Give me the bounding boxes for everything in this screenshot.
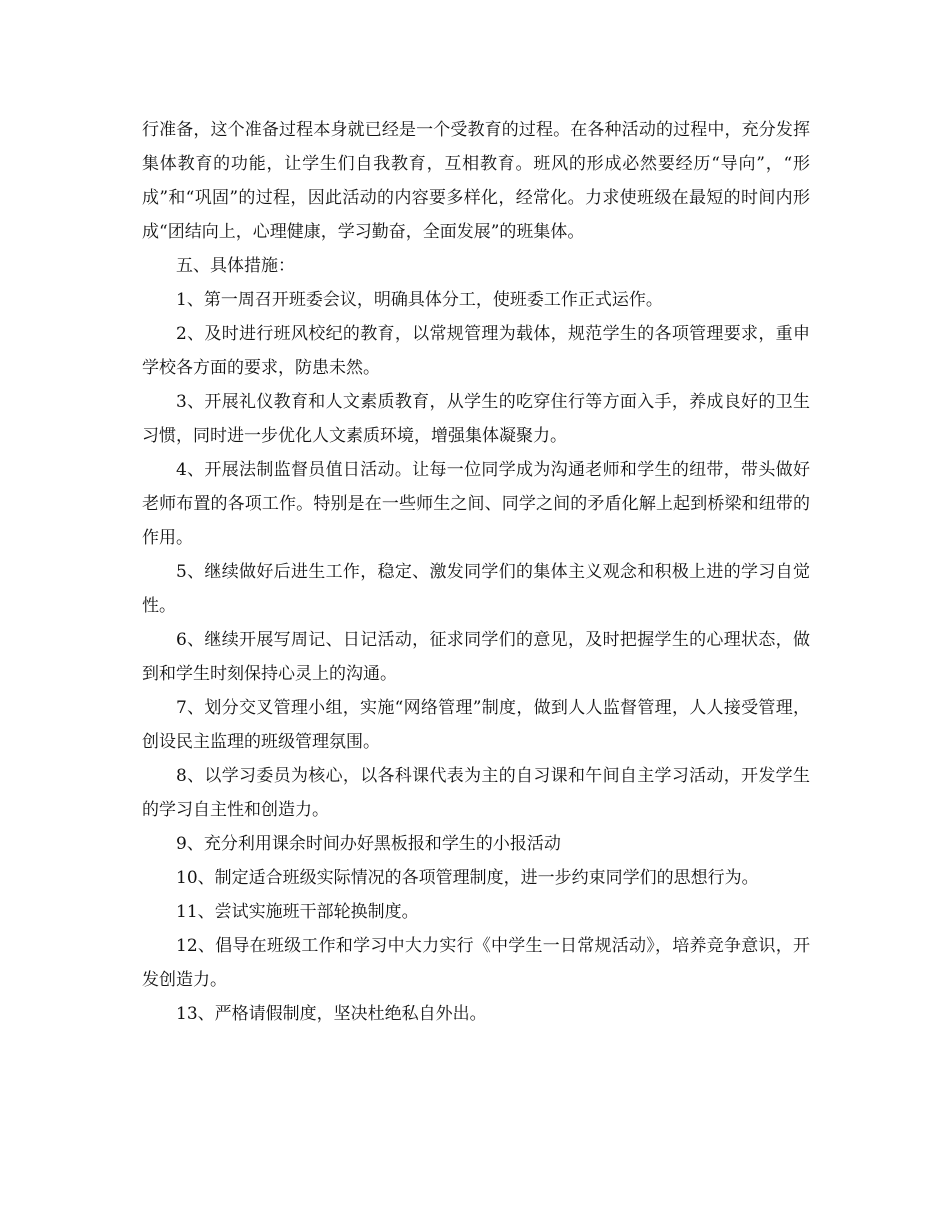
list-item-2: 2、及时进行班风校纪的教育，以常规管理为载体，规范学生的各项管理要求，重申学校各方面的要求，防患未然。 — [142, 324, 810, 378]
list-item-1: 1、第一周召开班委会议，明确具体分工，使班委工作正式运作。 — [176, 290, 663, 310]
paragraph-intro-continuation: 行准备，这个准备过程本身就已经是一个受教育的过程。在各种活动的过程中，充分发挥集体教育的功能，让学生们自我教育，互相教育。班风的形成必然要经历“导向”，“形成”和“巩固”的过程，因此活动的内容要多样化，经常化。力求使班级在最短的时间内形成“团结向上，心理健康，学习勤奋，全面发展”的班集体。 — [142, 120, 810, 242]
list-item-8: 8、以学习委员为核心，以各科课代表为主的自习课和午间自主学习活动，开发学生的学习自主性和创造力。 — [142, 766, 810, 820]
list-item-9: 9、充分利用课余时间办好黑板报和学生的小报活动 — [176, 834, 561, 854]
document-body — [142, 113, 810, 1031]
list-item-5: 5、继续做好后进生工作，稳定、激发同学们的集体主义观念和积极上进的学习自觉性。 — [142, 562, 810, 616]
list-item-4: 4、开展法制监督员值日活动。让每一位同学成为沟通老师和学生的纽带，带头做好老师布置的各项工作。特别是在一些师生之间、同学之间的矛盾化解上起到桥梁和纽带的作用。 — [142, 460, 810, 548]
list-item-3: 3、开展礼仪教育和人文素质教育，从学生的吃穿住行等方面入手，养成良好的卫生习惯，同时进一步优化人文素质环境，增强集体凝聚力。 — [142, 392, 810, 446]
list-item-12: 12、倡导在班级工作和学习中大力实行《中学生一日常规活动》，培养竞争意识，开发创造力。 — [142, 936, 810, 990]
list-item-11: 11、尝试实施班干部轮换制度。 — [176, 902, 419, 922]
list-item-6: 6、继续开展写周记、日记活动，征求同学们的意见，及时把握学生的心理状态，做到和学生时刻保持心灵上的沟通。 — [142, 630, 810, 684]
list-item-7: 7、划分交叉管理小组，实施“网络管理”制度，做到人人监督管理，人人接受管理，创设民主监理的班级管理氛围。 — [142, 698, 810, 752]
list-item-13: 13、严格请假制度，坚决杜绝私自外出。 — [176, 1004, 487, 1024]
section-heading-measures: 五、具体措施： — [176, 256, 295, 276]
list-item-10: 10、制定适合班级实际情况的各项管理制度，进一步约束同学们的思想行为。 — [176, 868, 759, 888]
